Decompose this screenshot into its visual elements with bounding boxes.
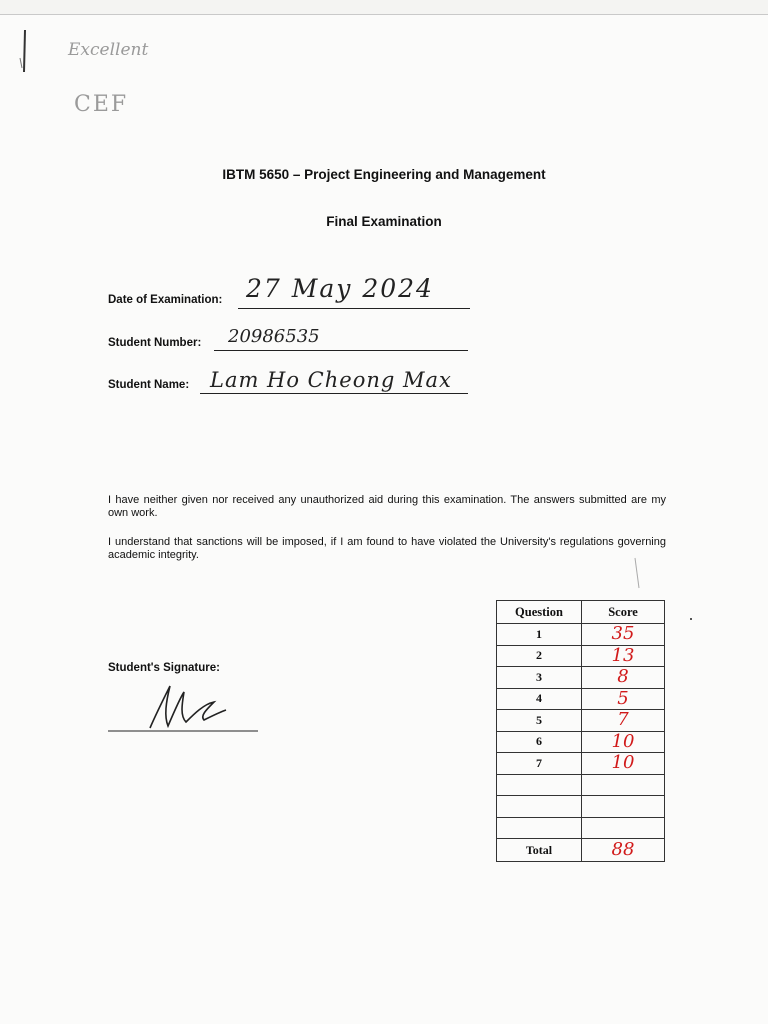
question-score: 10 bbox=[582, 753, 665, 775]
date-label: Date of Examination: bbox=[108, 294, 223, 306]
table-row bbox=[497, 796, 665, 818]
table-row bbox=[497, 688, 665, 710]
question-score: 5 bbox=[582, 688, 665, 710]
question-score: 8 bbox=[582, 667, 665, 689]
question-number: 2 bbox=[497, 645, 582, 667]
score-table-header-row bbox=[497, 601, 665, 624]
question-number: 3 bbox=[497, 667, 582, 689]
question-score bbox=[582, 796, 665, 818]
margin-note-cef: CEF bbox=[74, 92, 129, 117]
total-label: Total bbox=[497, 839, 582, 862]
exam-title: Final Examination bbox=[326, 214, 442, 229]
table-row bbox=[497, 817, 665, 839]
student-name-label: Student Name: bbox=[108, 379, 190, 391]
question-score bbox=[582, 774, 665, 796]
table-row bbox=[497, 731, 665, 753]
score-header: Score bbox=[582, 601, 665, 624]
question-number: 4 bbox=[497, 688, 582, 710]
pencil-tick bbox=[632, 556, 642, 592]
question-number: 7 bbox=[497, 753, 582, 775]
stray-dot bbox=[690, 618, 692, 620]
student-number-underline bbox=[214, 350, 468, 351]
question-score bbox=[582, 817, 665, 839]
question-score: 13 bbox=[582, 645, 665, 667]
question-number bbox=[497, 774, 582, 796]
student-number-value: 20986535 bbox=[228, 326, 320, 347]
total-row bbox=[497, 839, 665, 862]
question-header: Question bbox=[497, 601, 582, 624]
student-name-value: Lam Ho Cheong Max bbox=[210, 368, 452, 392]
table-row bbox=[497, 667, 665, 689]
scan-top-edge bbox=[0, 14, 768, 15]
signature-label: Student's Signature: bbox=[108, 662, 220, 674]
margin-note-excellent: Excellent bbox=[68, 40, 149, 60]
student-name-underline bbox=[200, 393, 468, 394]
date-value: 27 May 2024 bbox=[246, 274, 434, 303]
table-row bbox=[497, 753, 665, 775]
question-number: 6 bbox=[497, 731, 582, 753]
date-underline bbox=[238, 308, 470, 309]
score-table bbox=[496, 600, 665, 862]
declaration-paragraph-2: I understand that sanctions will be imposed, if I am found to have violated the University's regulations governing academic integrity. bbox=[108, 536, 666, 561]
table-row bbox=[497, 774, 665, 796]
table-row bbox=[497, 645, 665, 667]
question-score: 35 bbox=[582, 624, 665, 646]
question-number: 5 bbox=[497, 710, 582, 732]
question-number: 1 bbox=[497, 624, 582, 646]
pen-mark bbox=[16, 28, 30, 76]
question-score: 7 bbox=[582, 710, 665, 732]
student-number-label: Student Number: bbox=[108, 337, 202, 349]
signature-scribble bbox=[108, 676, 260, 736]
total-score: 88 bbox=[582, 839, 665, 862]
course-title: IBTM 5650 – Project Engineering and Management bbox=[222, 167, 546, 182]
question-score: 10 bbox=[582, 731, 665, 753]
declaration-paragraph-1: I have neither given nor received any unauthorized aid during this examination. The answers submitted are my own work. bbox=[108, 494, 666, 519]
table-row bbox=[497, 710, 665, 732]
question-number bbox=[497, 817, 582, 839]
question-number bbox=[497, 796, 582, 818]
table-row bbox=[497, 624, 665, 646]
